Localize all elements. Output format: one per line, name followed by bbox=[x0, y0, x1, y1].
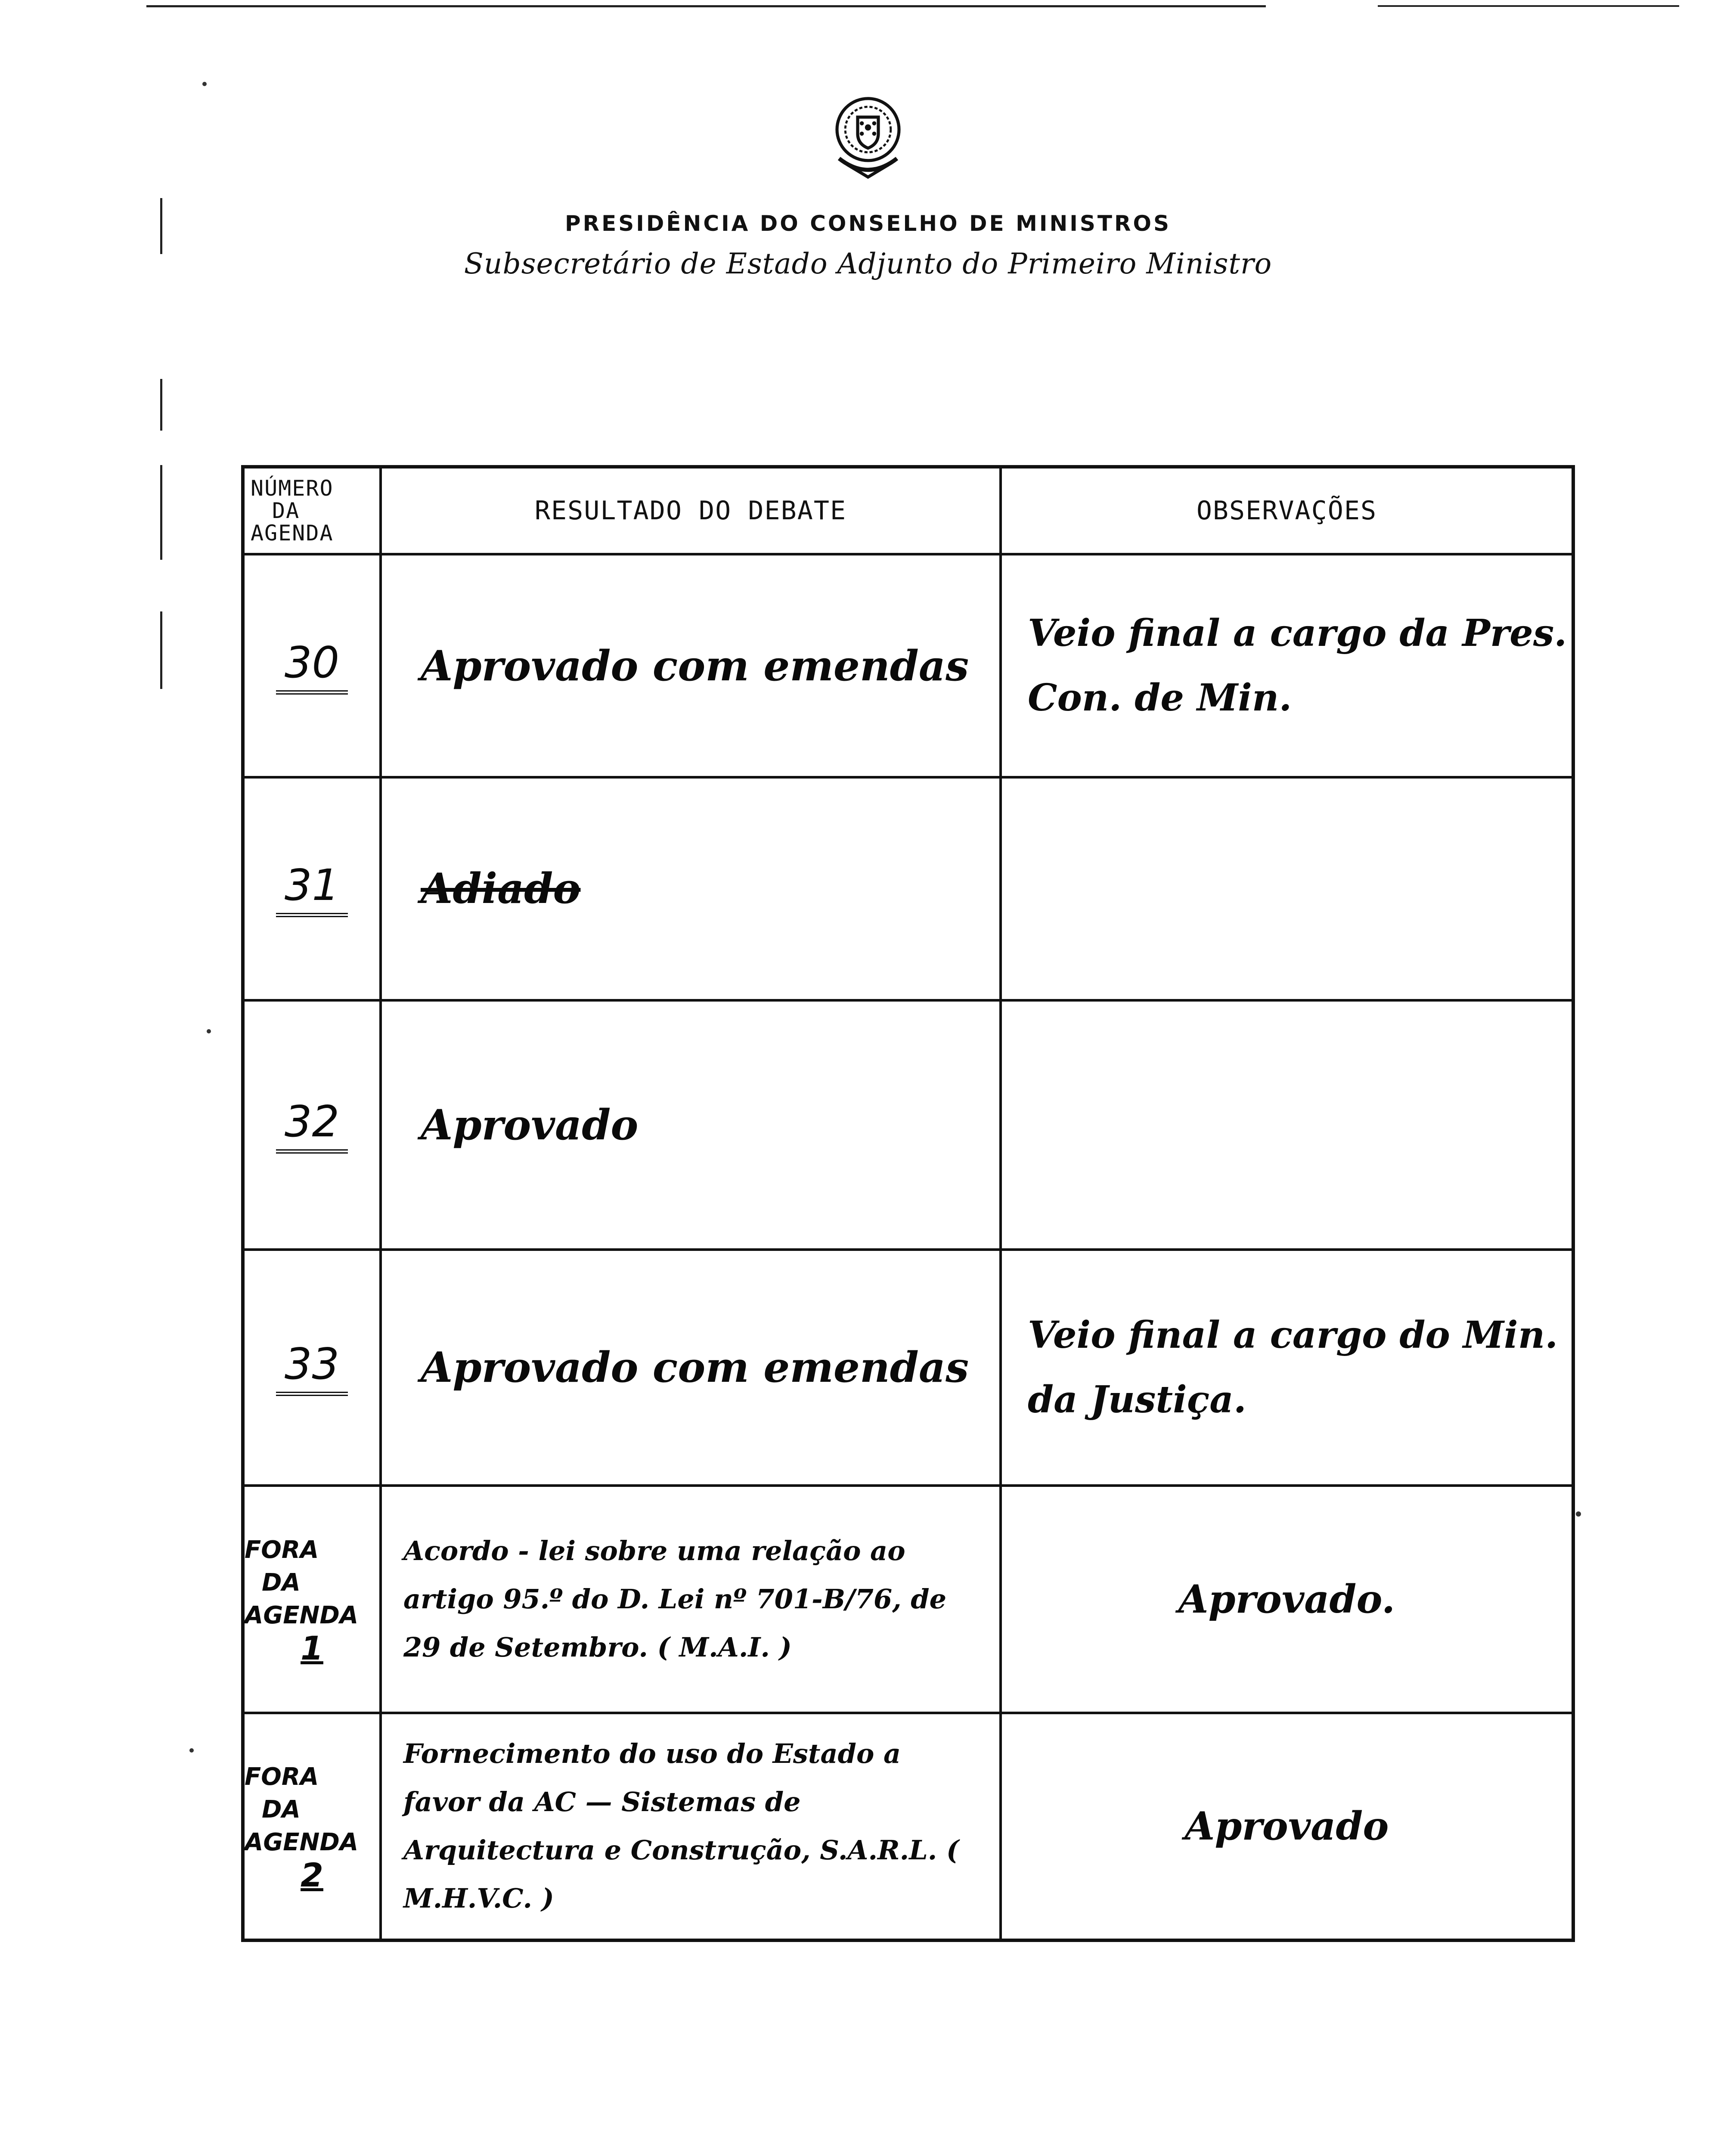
header-agenda-number-line: AGENDA bbox=[251, 521, 334, 546]
result-text: Fornecimento do uso do Estado a favor da AC — Sistemas de Arquitectura e Construção, S.A.R.L. ( M.H.V.C. ) bbox=[403, 1738, 959, 1914]
table-row bbox=[243, 554, 1573, 777]
observation-text: Aprovado. bbox=[1178, 1576, 1395, 1622]
speck bbox=[202, 82, 207, 86]
header-agenda-number bbox=[243, 467, 381, 554]
scan-margin-line bbox=[160, 465, 162, 560]
organization-subtitle: Subsecretário de Estado Adjunto do Primeiro Ministro bbox=[464, 247, 1272, 280]
extra-agenda-label-line: DA bbox=[262, 1796, 301, 1824]
table-row bbox=[243, 1000, 1573, 1250]
extra-agenda-label bbox=[243, 1486, 381, 1713]
table-row bbox=[243, 777, 1573, 1000]
result-text: Adiado bbox=[421, 864, 581, 913]
speck bbox=[1576, 1511, 1581, 1517]
organization-title: PRESIDÊNCIA DO CONSELHO DE MINISTROS bbox=[564, 211, 1172, 236]
result-text: Aprovado bbox=[421, 1100, 639, 1149]
agenda-number: 32 bbox=[276, 1096, 348, 1154]
extra-agenda-label-line: DA bbox=[262, 1568, 301, 1597]
header-result: RESULTADO DO DEBATE bbox=[381, 467, 1001, 554]
extra-agenda-label bbox=[243, 1713, 381, 1940]
extra-agenda-label-line: FORA bbox=[245, 1763, 319, 1791]
scan-edge-line bbox=[146, 5, 1266, 7]
table-header-row bbox=[243, 467, 1573, 554]
extra-agenda-number: 1 bbox=[301, 1629, 323, 1667]
observation-text: Veio final a cargo do Min. da Justiça. bbox=[1028, 1313, 1558, 1421]
speck bbox=[207, 1029, 211, 1033]
letterhead bbox=[0, 86, 1736, 280]
agenda-number: 31 bbox=[276, 860, 348, 917]
agenda-results-table bbox=[241, 465, 1575, 1942]
observation-text: Aprovado bbox=[1184, 1803, 1389, 1849]
result-text: Acordo - lei sobre uma relação ao artigo 95.º do D. Lei nº 701-B/76, de 29 de Setembro. ( M.A.I. ) bbox=[403, 1535, 947, 1663]
table-row-extra-agenda bbox=[243, 1713, 1573, 1940]
header-agenda-number-line: DA bbox=[272, 498, 300, 524]
extra-agenda-number: 2 bbox=[301, 1856, 323, 1895]
header-agenda-number-line: NÚMERO bbox=[251, 476, 334, 501]
observation-text: Veio final a cargo da Pres. Con. de Min. bbox=[1028, 611, 1567, 720]
coat-of-arms-seal bbox=[816, 86, 920, 189]
extra-agenda-label-line: AGENDA bbox=[245, 1601, 359, 1629]
agenda-number: 33 bbox=[276, 1339, 348, 1396]
agenda-number: 30 bbox=[276, 637, 348, 695]
scan-edge-line bbox=[1378, 5, 1679, 7]
table-row-extra-agenda bbox=[243, 1486, 1573, 1713]
result-text: Aprovado com emendas bbox=[421, 1343, 969, 1392]
header-observations: OBSERVAÇÕES bbox=[1001, 467, 1573, 554]
table-row bbox=[243, 1250, 1573, 1486]
scan-margin-line bbox=[160, 611, 162, 689]
extra-agenda-label-line: FORA bbox=[245, 1536, 319, 1564]
result-text: Aprovado com emendas bbox=[421, 641, 969, 690]
scan-margin-line bbox=[160, 379, 162, 431]
extra-agenda-label-line: AGENDA bbox=[245, 1828, 359, 1857]
speck bbox=[189, 1748, 194, 1753]
